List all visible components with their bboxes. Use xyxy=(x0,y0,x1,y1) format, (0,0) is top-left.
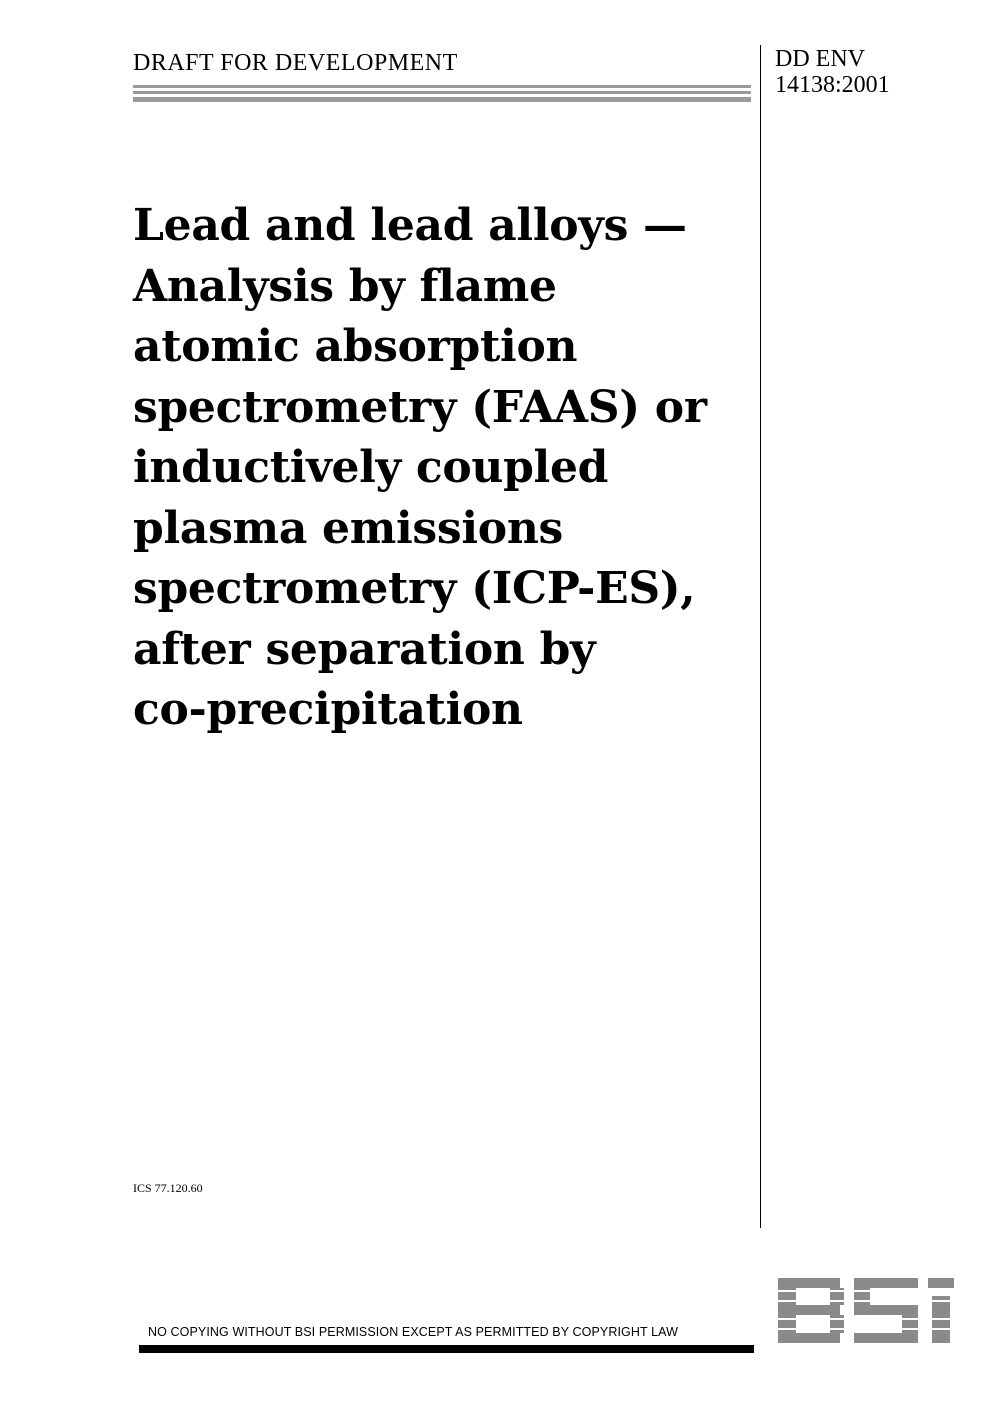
bsi-logo xyxy=(778,1276,956,1345)
vertical-divider xyxy=(760,45,761,1228)
header-rule-1 xyxy=(133,85,751,88)
bottom-rule xyxy=(139,1345,754,1353)
header-rule-3 xyxy=(133,97,751,102)
title-line: plasma emissions xyxy=(133,502,563,554)
header-rule-2 xyxy=(133,91,751,94)
title-line: Analysis by flame xyxy=(133,260,557,312)
title-line: atomic absorption xyxy=(133,321,578,372)
title-line: spectrometry (FAAS) or xyxy=(133,381,707,433)
standard-number-line-1: DD ENV xyxy=(775,46,865,72)
document-title xyxy=(133,196,753,741)
standard-number-line-2: 14138:2001 xyxy=(775,72,890,98)
title-line: after separation by xyxy=(133,623,596,675)
title-line: spectrometry (ICP-ES), xyxy=(133,563,696,614)
ics-code: ICS 77.120.60 xyxy=(133,1181,203,1195)
title-line: co-precipitation xyxy=(133,684,523,735)
title-line: Lead and lead alloys — xyxy=(133,200,687,251)
header-label: DRAFT FOR DEVELOPMENT xyxy=(133,50,458,76)
copyright-notice: NO COPYING WITHOUT BSI PERMISSION EXCEPT AS PERMITTED BY COPYRIGHT LAW xyxy=(148,1325,679,1339)
title-line: inductively coupled xyxy=(133,442,609,493)
standard-number xyxy=(775,46,890,98)
